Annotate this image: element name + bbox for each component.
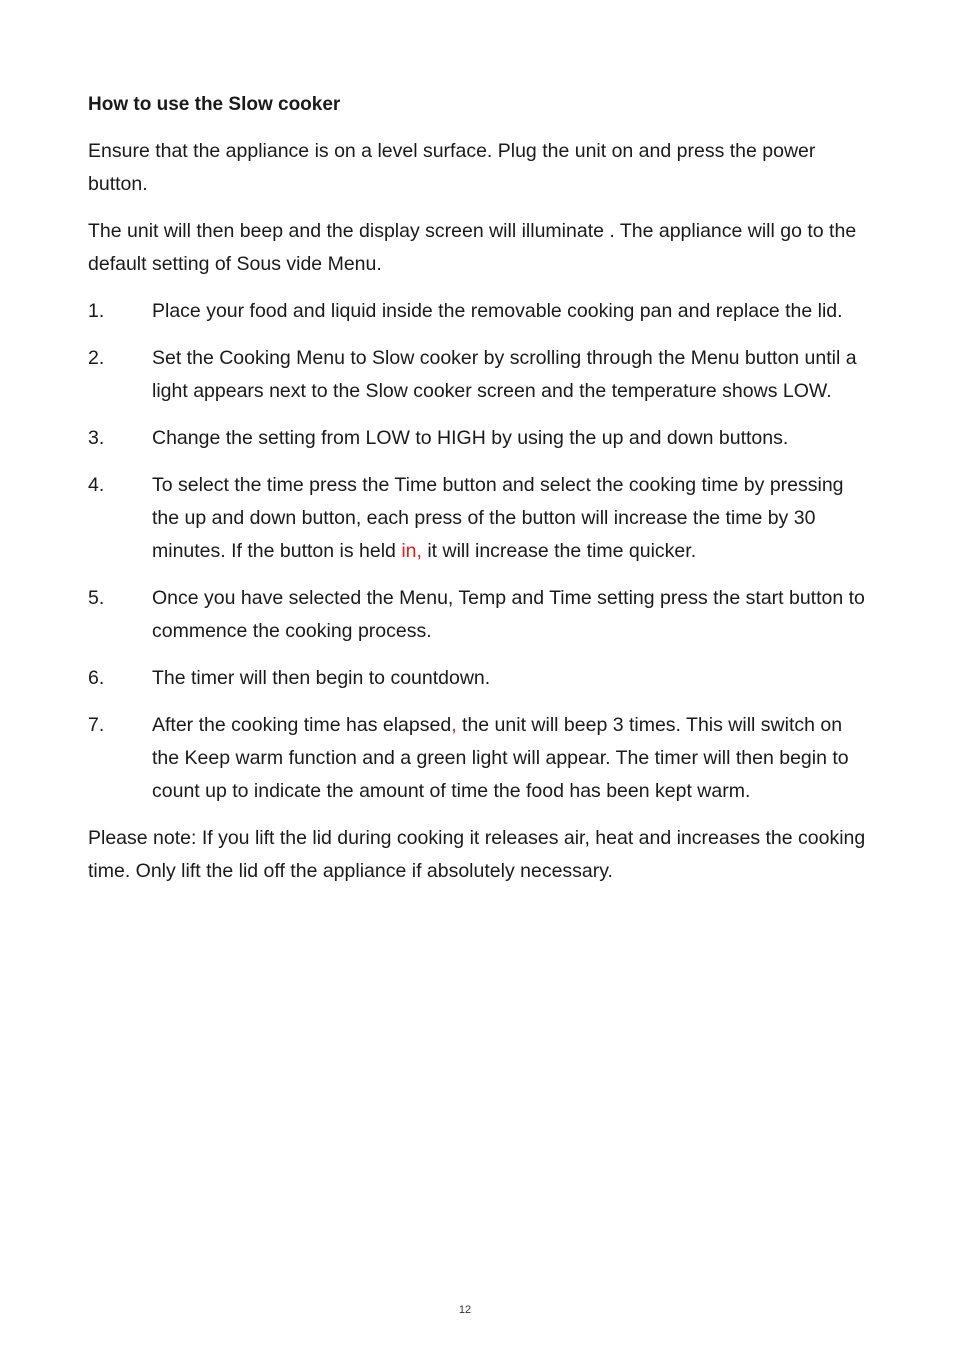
list-item (88, 422, 868, 455)
intro-paragraph: Ensure that the appliance is on a level surface. Plug the unit on and press the power button. (88, 140, 816, 195)
step-text-part: the unit will beep 3 times. This will switch on the Keep warm function and a green light will appear. The timer will then begin to count up to indicate the amount of time the food has been kept warm. (152, 714, 849, 802)
step-text: Set the Cooking Menu to Slow cooker by scrolling through the Menu button until a light appears next to the Slow cooker screen and the temperature shows LOW. (152, 347, 857, 402)
list-item (88, 582, 868, 648)
list-item (88, 662, 868, 695)
step-text-part: To select the time press the Time button and select the cooking time by pressing the up and down button, each press of the button will increase the time by 30 minutes. If the button is held (152, 474, 844, 562)
document-page (88, 88, 868, 902)
step-text-part: it will increase the time quicker. (421, 540, 697, 562)
step-text (152, 469, 868, 568)
step-text (152, 709, 868, 808)
step-text: Place your food and liquid inside the removable cooking pan and replace the lid. (152, 300, 843, 322)
step-text: The timer will then begin to countdown. (152, 667, 491, 689)
step-number: 2. (88, 347, 105, 369)
highlighted-text: in, (401, 540, 422, 562)
page-number: 12 (458, 1304, 472, 1316)
note-paragraph: Please note: If you lift the lid during cooking it releases air, heat and increases the cooking time. Only lift the lid off the appliance if absolutely necessary. (88, 827, 866, 882)
step-text: Once you have selected the Menu, Temp and Time setting press the start button to commence the cooking process. (152, 587, 865, 642)
intro-paragraph: The unit will then beep and the display screen will illuminate . The appliance will go to the default setting of Sous vide Menu. (88, 220, 857, 275)
step-number: 1. (88, 300, 105, 322)
step-number: 5. (88, 587, 105, 609)
section-heading: How to use the Slow cooker (88, 94, 341, 115)
list-item (88, 295, 868, 328)
instruction-list (88, 295, 868, 808)
list-item (88, 342, 868, 408)
step-number: 4. (88, 474, 105, 496)
step-number: 6. (88, 667, 105, 689)
step-number: 3. (88, 427, 105, 449)
list-item (88, 709, 868, 808)
step-text: Change the setting from LOW to HIGH by using the up and down buttons. (152, 427, 789, 449)
list-item (88, 469, 868, 568)
step-text-part: After the cooking time has elapsed (152, 714, 452, 736)
highlighted-text: , (451, 714, 457, 736)
step-number: 7. (88, 714, 105, 736)
